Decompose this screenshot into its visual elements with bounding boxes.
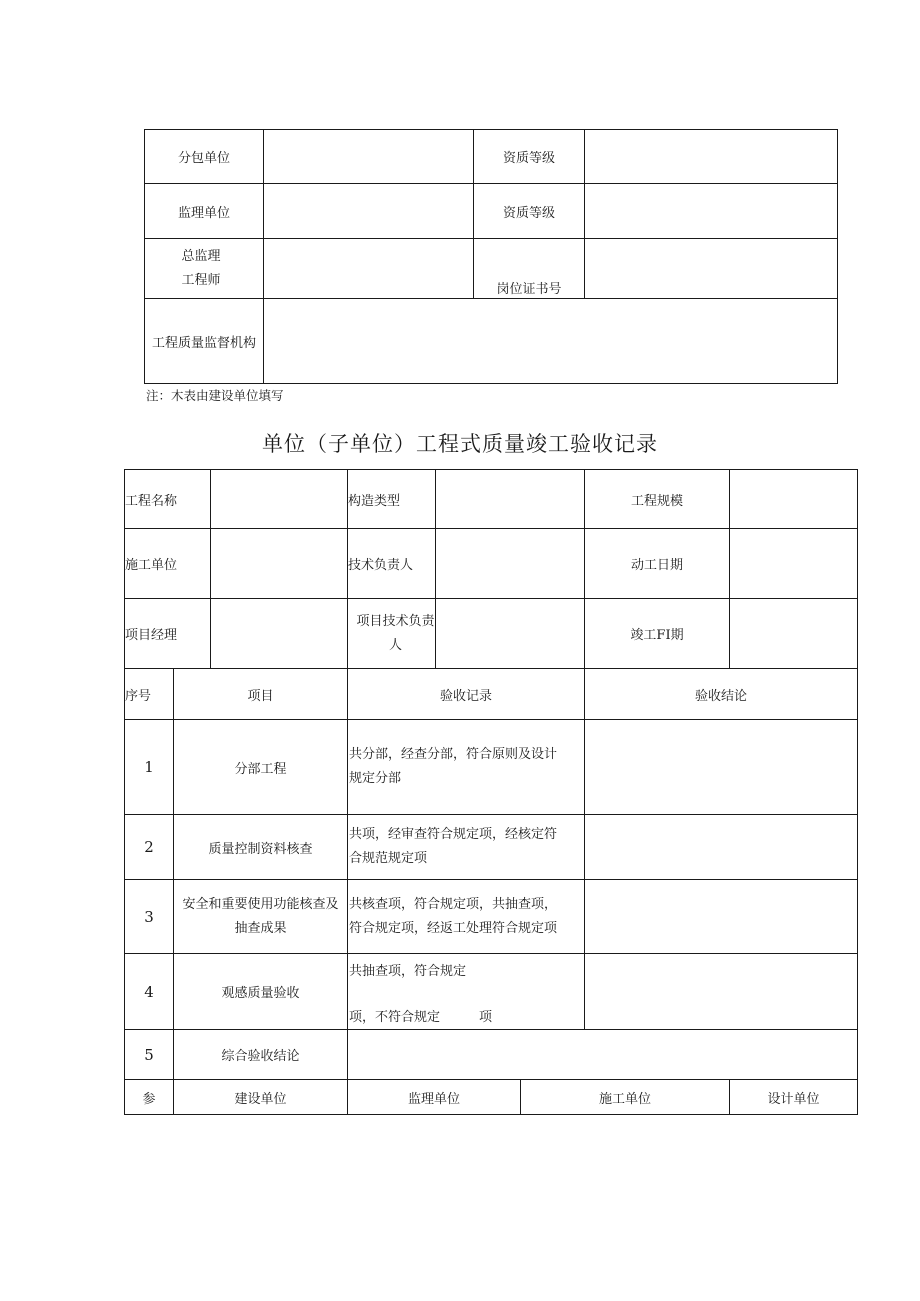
- row-number: 3: [144, 907, 154, 926]
- table-note: 注：木表由建设单位填写: [146, 388, 284, 403]
- quality-supervision-value[interactable]: [264, 299, 837, 383]
- row-conclusion[interactable]: [585, 880, 857, 953]
- table-border: [857, 469, 858, 1115]
- certificate-label: 岗位证书号: [496, 282, 562, 297]
- project-name-value[interactable]: [211, 470, 347, 528]
- row-number: 4: [144, 982, 154, 1001]
- structure-type-value[interactable]: [436, 470, 584, 528]
- builder-unit-label: 施工单位: [598, 1091, 651, 1107]
- conclusion-header: 验收结论: [694, 688, 747, 704]
- row-item: 观感质量验收: [221, 986, 300, 1001]
- row-item: 质量控制资料核查: [208, 841, 313, 857]
- row-item-line2: 抽查成果: [234, 920, 287, 936]
- chief-supervisor-line2: 工程师: [181, 272, 221, 288]
- row-number: 5: [144, 1045, 154, 1064]
- page-title: 单位（子单位）工程式质量竣工验收记录: [262, 432, 658, 456]
- completion-date-value[interactable]: [730, 599, 857, 668]
- row-record-line2: 合规范规定项: [349, 851, 428, 866]
- chief-supervisor-value[interactable]: [264, 239, 473, 298]
- subcontractor-value[interactable]: [264, 130, 473, 183]
- row-record[interactable]: [348, 720, 584, 814]
- row-record-line2: 符合规定项，经返工处理符合规定项: [349, 920, 558, 936]
- seq-header: 序号: [125, 688, 152, 704]
- completion-date-label: 竣工FI期: [630, 628, 684, 643]
- overall-conclusion-value[interactable]: [348, 1030, 857, 1079]
- row-conclusion[interactable]: [585, 954, 857, 1029]
- certificate-value[interactable]: [585, 239, 837, 298]
- project-scale-label: 工程规模: [630, 493, 683, 509]
- row-record[interactable]: [348, 954, 584, 1029]
- construction-unit-label: 施工单位: [125, 558, 178, 573]
- record-header: 验收记录: [439, 688, 492, 704]
- supervision-unit-label: 监理单位: [177, 205, 230, 221]
- participants-label: 参: [142, 1091, 156, 1107]
- row-item: 分部工程: [234, 761, 287, 777]
- table-border: [837, 129, 838, 384]
- table-border: [144, 383, 838, 384]
- row-record-line2: 项，不符合规定 项: [349, 1010, 493, 1025]
- project-manager-label: 项目经理: [125, 628, 178, 643]
- project-tech-lead-value[interactable]: [436, 599, 584, 668]
- qualification-label: 资质等级: [502, 205, 555, 221]
- project-name-label: 工程名称: [125, 493, 178, 509]
- row-item-line1: 安全和重要使用功能核查及: [182, 896, 339, 912]
- table-border: [124, 1114, 858, 1115]
- quality-supervision-label: 工程质量监督机构: [151, 335, 256, 351]
- subcontractor-label: 分包单位: [177, 151, 230, 166]
- owner-unit-label: 建设单位: [234, 1091, 287, 1107]
- row-record-line1: 共核查项，符合规定项，共抽查项，: [349, 896, 558, 912]
- qualification-label: 资质等级: [502, 151, 555, 166]
- project-scale-value[interactable]: [730, 470, 857, 528]
- start-date-label: 动工日期: [630, 558, 683, 573]
- project-manager-value[interactable]: [211, 599, 347, 668]
- qualification-value[interactable]: [585, 184, 837, 238]
- chief-supervisor-line1: 总监理: [181, 248, 221, 264]
- designer-unit-label: 设计单位: [767, 1091, 820, 1107]
- qualification-value[interactable]: [585, 130, 837, 183]
- tech-lead-label: 技术负责人: [348, 558, 414, 573]
- row-record-line2: 规定分部: [349, 771, 402, 786]
- structure-type-label: 构造类型: [348, 493, 401, 509]
- row-item: 综合验收结论: [221, 1049, 300, 1064]
- chief-supervisor-label: [145, 239, 263, 298]
- start-date-value[interactable]: [730, 529, 857, 598]
- row-item: [174, 880, 347, 953]
- row-record[interactable]: [348, 815, 584, 879]
- supervision-unit-label: 监理单位: [407, 1091, 460, 1107]
- row-record-line1: 共项，经审查符合规定项，经核定符: [349, 827, 558, 842]
- row-number: 1: [144, 758, 154, 776]
- row-record-line1: 共分部，经查分部，符合原则及设计: [349, 747, 558, 762]
- project-tech-lead-label: [348, 599, 435, 668]
- row-number: 2: [144, 838, 154, 856]
- row-conclusion[interactable]: [585, 720, 857, 814]
- project-tech-lead-line2: 人: [388, 637, 402, 653]
- project-tech-lead-line1: 项目技术负责: [356, 613, 435, 629]
- row-conclusion[interactable]: [585, 815, 857, 879]
- item-header: 项目: [247, 688, 274, 704]
- supervision-unit-value[interactable]: [264, 184, 473, 238]
- row-record-line1: 共抽查项，符合规定: [349, 964, 467, 979]
- tech-lead-value[interactable]: [436, 529, 584, 598]
- row-record[interactable]: [348, 880, 584, 953]
- construction-unit-value[interactable]: [211, 529, 347, 598]
